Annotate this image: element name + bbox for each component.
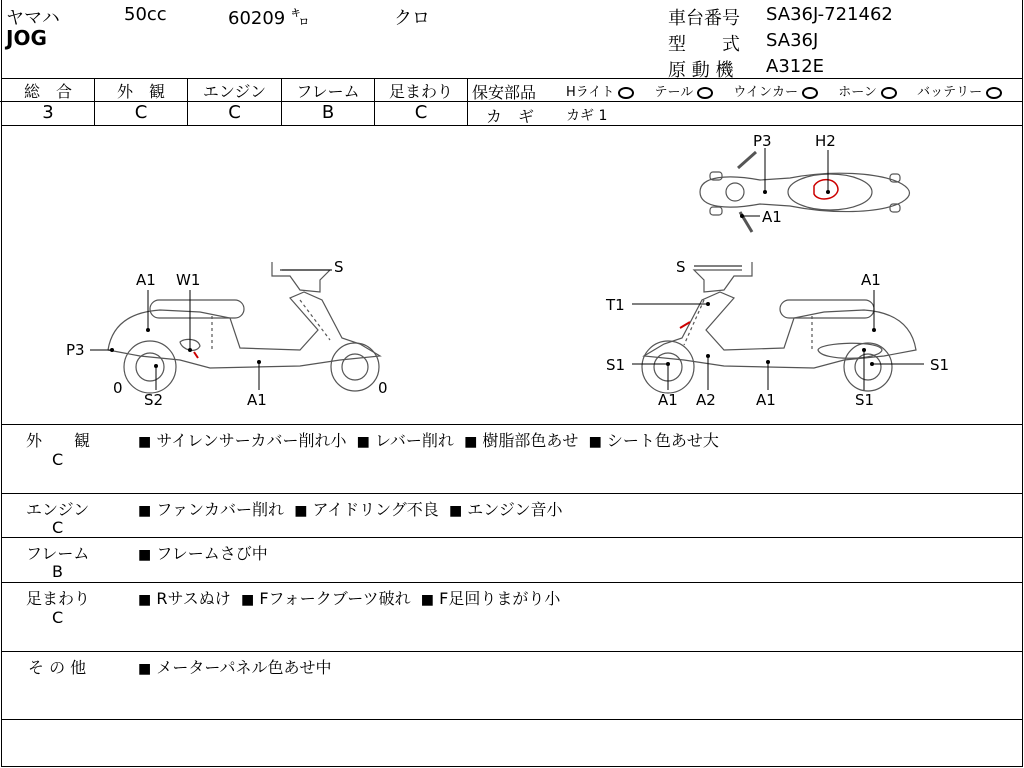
engine-label: 原 動 機 xyxy=(668,60,734,81)
diagram-label-s1-rear: S1 xyxy=(930,356,950,374)
diagram-label-a1-right-bottom: A1 xyxy=(658,391,678,409)
diagram-label-p3-top: P3 xyxy=(753,132,772,150)
diagram-label-s1-bottom: S1 xyxy=(855,391,875,409)
diagram-label-a1-right-bottom2: A1 xyxy=(756,391,776,409)
safety-item-tail: テール xyxy=(655,85,714,100)
diagram-label-w1: W1 xyxy=(176,271,201,289)
comment-category-suspension: 足まわり xyxy=(26,589,91,608)
top-view-scooter xyxy=(700,152,910,232)
comment-grade-exterior: C xyxy=(52,450,64,469)
type-label: 型 式 xyxy=(668,34,740,55)
damage-mark-h2 xyxy=(814,180,838,199)
score-label-exterior: 外 観 xyxy=(116,82,165,101)
divider xyxy=(1,582,1022,583)
comment-category-other: そ の 他 xyxy=(28,658,87,677)
divider xyxy=(1,719,1022,720)
diagram-label-t1: T1 xyxy=(606,296,625,314)
safety-item-battery: バッテリー xyxy=(917,85,1002,100)
score-value-suspension: C xyxy=(414,102,428,123)
diagram-label-zero-front: 0 xyxy=(113,379,123,397)
damage-mark-w1 xyxy=(194,352,198,358)
comment-grade-frame: B xyxy=(52,562,63,581)
safety-label: 保安部品 xyxy=(472,83,537,102)
type-value: SA36J xyxy=(766,30,819,51)
safety-item-horn: ホーン xyxy=(838,85,897,100)
score-label-frame: フレーム xyxy=(296,82,360,101)
comment-items-other: ■ メーターパネル色あせ中 xyxy=(138,658,332,677)
score-label-suspension: 足まわり xyxy=(388,82,453,101)
engine-value: A312E xyxy=(766,56,825,77)
frame-no: SA36J-721462 xyxy=(766,4,893,25)
diagram-label-a2: A2 xyxy=(696,391,716,409)
score-value-frame: B xyxy=(321,102,335,123)
score-label-engine: エンジン xyxy=(202,82,267,101)
displacement: 50cc xyxy=(124,4,167,25)
comment-items-suspension: ■ Rサスぬけ ■ Fフォークブーツ破れ ■ F足回りまがり小 xyxy=(138,589,561,608)
score-value-exterior: C xyxy=(134,102,148,123)
diagram-label-s2: S2 xyxy=(144,391,164,409)
safety-item-headlight: Hライト xyxy=(566,85,634,100)
maker: ヤマハ xyxy=(6,8,60,29)
diagram-label-zero-rear: 0 xyxy=(378,379,388,397)
divider xyxy=(1,651,1022,652)
comment-grade-suspension: C xyxy=(52,608,64,627)
diagram-label-a1-right: A1 xyxy=(861,271,881,289)
diagram-label-p3-left: P3 xyxy=(66,341,85,359)
comment-category-engine: エンジン xyxy=(26,500,90,519)
diagram-label-a1-top: A1 xyxy=(762,208,782,226)
divider xyxy=(1,537,1022,538)
diagram-label-s-left: S xyxy=(334,258,344,276)
comment-category-exterior: 外 観 xyxy=(26,431,91,450)
color: クロ xyxy=(394,8,430,29)
comment-category-frame: フレーム xyxy=(26,544,90,563)
frame-no-label: 車台番号 xyxy=(668,8,740,29)
comment-items-frame: ■ フレームさび中 xyxy=(138,544,268,563)
divider xyxy=(1,493,1022,494)
mileage: 60209 ㌔ xyxy=(228,8,309,29)
diagram-label-a1-left-bottom: A1 xyxy=(247,391,267,409)
safety-item-winker: ウインカー xyxy=(733,85,818,100)
model-name: JOG xyxy=(6,26,47,50)
diagram-label-h2: H2 xyxy=(815,132,836,150)
comment-items-engine: ■ ファンカバー削れ ■ アイドリング不良 ■ エンジン音小 xyxy=(138,500,563,519)
score-value-total: 3 xyxy=(42,102,54,123)
key-value: カギ 1 xyxy=(566,108,608,124)
comment-grade-engine: C xyxy=(52,518,64,537)
key-label: カ ギ xyxy=(486,107,535,126)
diagram-label-s-right: S xyxy=(676,258,686,276)
score-label-total: 総 合 xyxy=(23,82,72,101)
diagram-label-a1-left: A1 xyxy=(136,271,156,289)
comment-items-exterior: ■ サイレンサーカバー削れ小 ■ レバー削れ ■ 樹脂部色あせ ■ シート色あせ大 xyxy=(138,431,719,450)
score-value-engine: C xyxy=(228,102,241,123)
diagram-label-s1-front: S1 xyxy=(606,356,626,374)
